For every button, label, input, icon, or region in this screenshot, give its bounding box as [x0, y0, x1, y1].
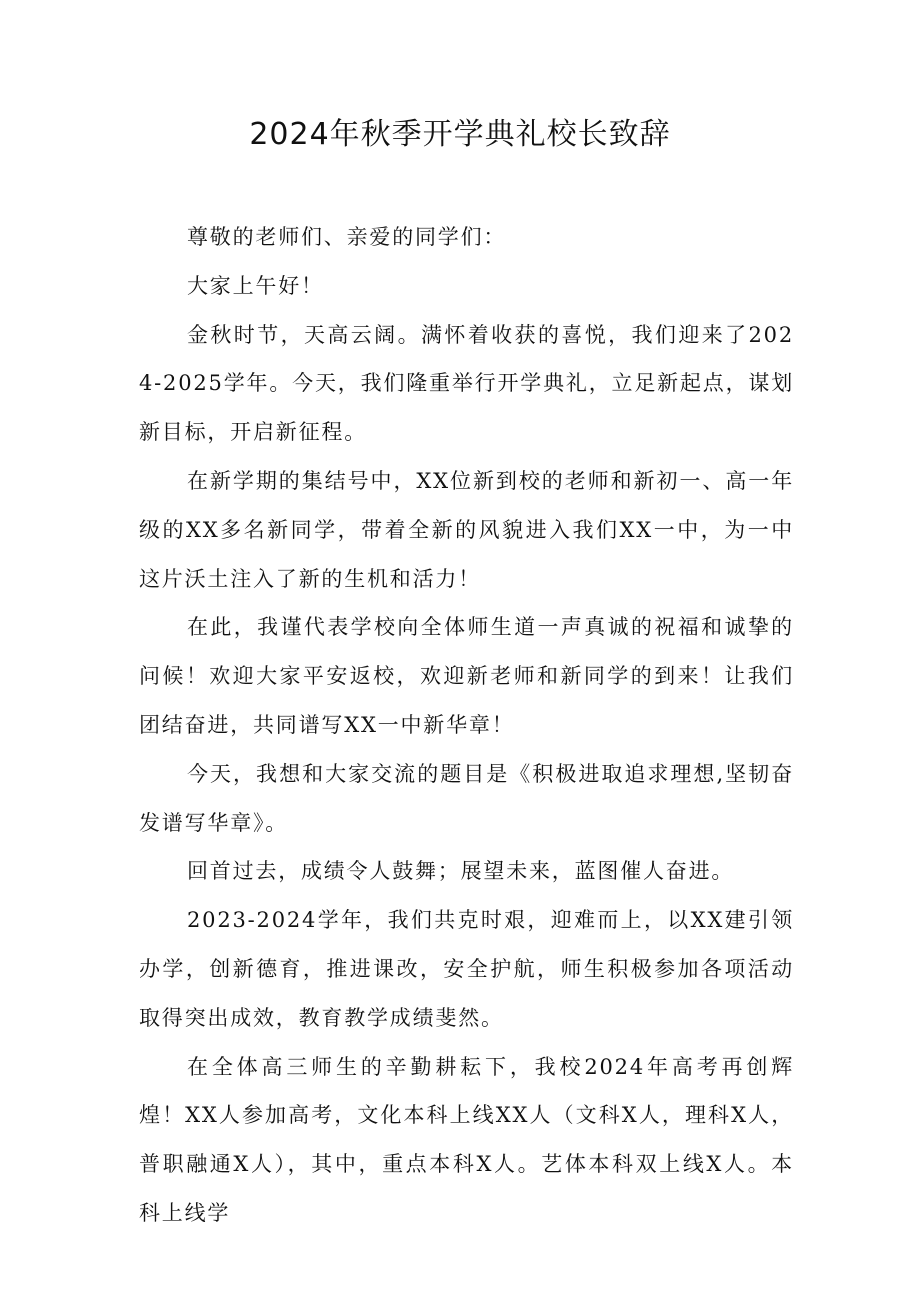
document-title: 2024年秋季开学典礼校长致辞 [249, 117, 671, 152]
paragraph: 在此，我谨代表学校向全体师生道一声真诚的祝福和诚挚的问候！欢迎大家平安返校，欢迎新老师和新同学的到来！让我们团结奋进，共同谱写XX一中新华章！ [139, 615, 794, 737]
paragraph: 在新学期的集结号中，XX位新到校的老师和新初一、高一年级的XX多名新同学，带着全新的风貌进入我们XX一中，为一中这片沃土注入了新的生机和活力！ [139, 468, 794, 591]
paragraph: 2023-2024学年，我们共克时艰，迎难而上，以XX建引领办学，创新德育，推进课改，安全护航，师生积极参加各项活动取得突出成效，教育教学成绩斐然。 [139, 908, 794, 1030]
paragraph: 回首过去，成绩令人鼓舞；展望未来，蓝图催人奋进。 [187, 859, 735, 884]
paragraph: 在全体高三师生的辛勤耕耘下，我校2024年高考再创辉煌！XX人参加高考，文化本科上线XX人（文科X人，理科X人，普职融通X人），其中，重点本科X人。艺体本科双上线X人。本科上线学 [139, 1054, 794, 1225]
salutation: 尊敬的老师们、亲爱的同学们： [187, 225, 507, 249]
paragraph: 今天，我想和大家交流的题目是《积极进取追求理想,坚韧奋发谱写华章》。 [139, 761, 794, 835]
greeting: 大家上午好！ [187, 273, 324, 298]
paragraph: 金秋时节，天高云阔。满怀着收获的喜悦，我们迎来了2024-2025学年。今天，我们隆重举行开学典礼，立足新起点，谋划新目标，开启新征程。 [139, 322, 794, 445]
document-body [139, 213, 794, 1238]
